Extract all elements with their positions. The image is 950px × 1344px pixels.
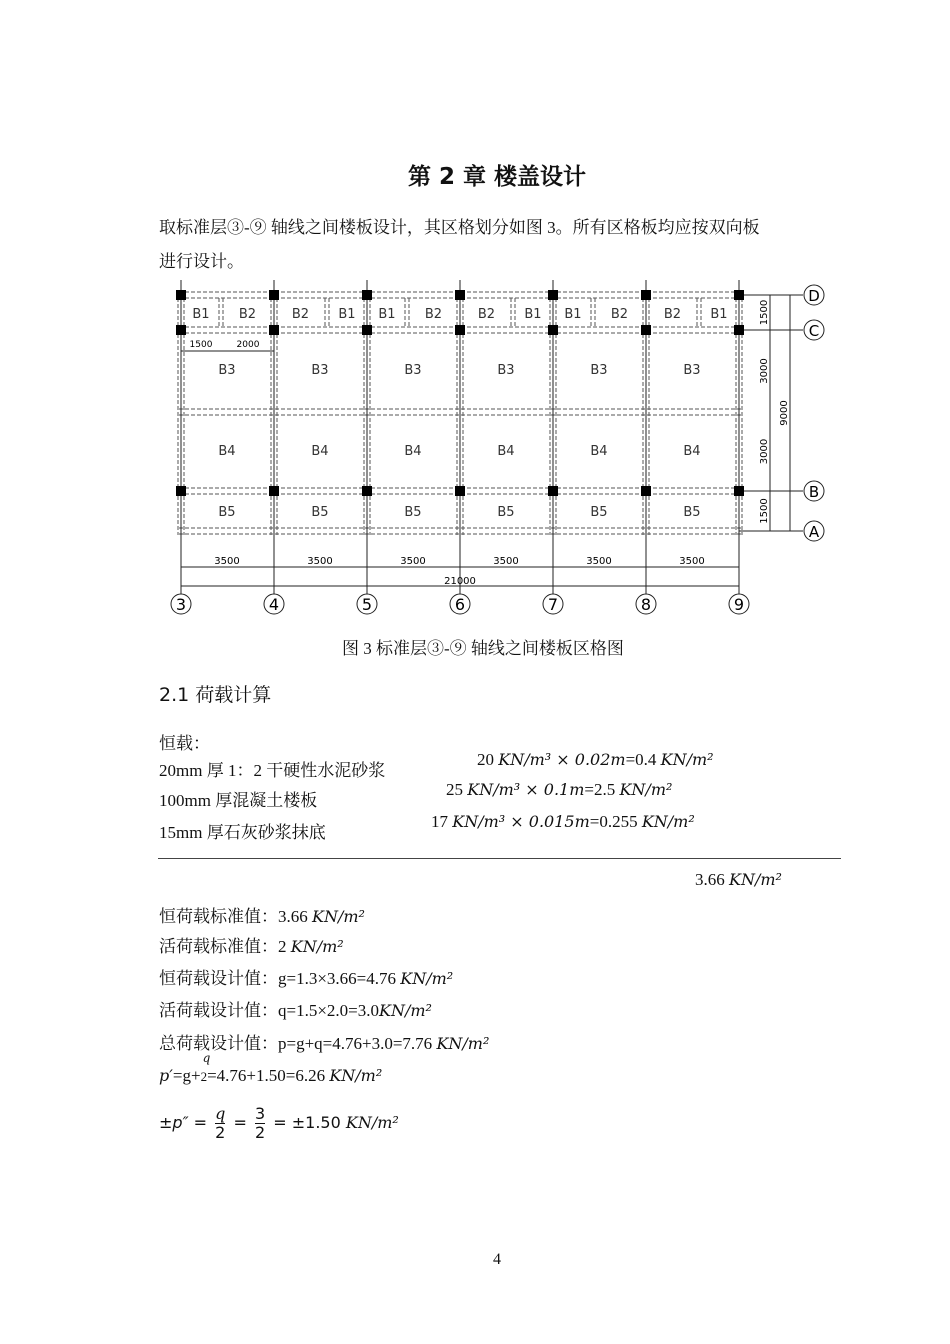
column-square (455, 290, 465, 300)
load-result: =0.255 (589, 812, 642, 831)
slab-label: B5 (683, 505, 701, 520)
axis-label: 9 (733, 595, 745, 614)
column-square (734, 325, 744, 335)
density: 20 (477, 750, 499, 769)
dimension-text: 3500 (400, 556, 426, 567)
slab-label: B4 (218, 444, 236, 459)
sum-value: 3.66 (695, 870, 729, 889)
sum-divider (158, 858, 841, 859)
axis-label: 4 (268, 595, 280, 614)
axis-label: 8 (640, 595, 652, 614)
slab-label: B5 (218, 505, 236, 520)
dead-load-sum (695, 870, 782, 890)
dimension-text: 1500 (189, 340, 213, 350)
column-square (269, 486, 279, 496)
slab-label: B4 (404, 444, 422, 459)
density: 25 (446, 780, 468, 799)
dimension-text: 21000 (444, 576, 476, 587)
load-value-line (159, 902, 365, 927)
load-unit: KN/m² (660, 750, 714, 769)
slab-label: B1 (192, 307, 210, 322)
load-item-name: 20mm 厚 1：2 干硬性水泥砂浆 (159, 761, 386, 780)
slab-label: B2 (291, 307, 310, 322)
axis-label: 3 (175, 595, 187, 614)
dimension-text: 3000 (759, 438, 770, 465)
slab-label: B1 (564, 307, 582, 322)
p-double-prime-result: = ±1.50 (273, 1113, 346, 1132)
dimension-text: 3500 (679, 556, 705, 567)
figure-caption: 图 3 标准层③-⑨ 轴线之间楼板区格图 (342, 639, 624, 658)
frac1-num: q (215, 1104, 226, 1123)
density-unit: KN/m³ × 0.02m (498, 750, 626, 769)
column-square (641, 290, 651, 300)
column-square (641, 325, 651, 335)
axis-label: D (808, 287, 820, 305)
axis-label: C (808, 322, 820, 340)
column-square (362, 325, 372, 335)
density-unit: KN/m³ × 0.015m (452, 812, 590, 831)
p-prime-result: =4.76+1.50=6.26 (207, 1066, 330, 1085)
column-square (548, 325, 558, 335)
slab-label: B1 (338, 307, 356, 322)
slab-label: B1 (710, 307, 728, 322)
load-value-unit: KN/m² (436, 1034, 490, 1053)
load-value-unit: KN/m² (290, 937, 344, 956)
column-square (362, 290, 372, 300)
dimension-text: 3000 (759, 358, 770, 384)
column-square (734, 290, 744, 300)
load-value-text: 活荷载设计值：q=1.5×2.0=3.0 (159, 1001, 380, 1020)
chapter-title: 第 2 章 楼盖设计 (407, 164, 587, 190)
load-value-unit: KN/m² (379, 1001, 432, 1020)
column-square (269, 325, 279, 335)
slab-label: B3 (683, 363, 701, 378)
slab-label: B3 (218, 363, 236, 378)
column-square (176, 290, 186, 300)
slab-label: B4 (590, 444, 608, 459)
slab-label: B3 (590, 363, 608, 378)
sum-unit: KN/m² (729, 870, 782, 889)
p-prime-unit: KN/m² (329, 1066, 383, 1085)
frac2-num: 3 (254, 1104, 266, 1123)
column-square (548, 290, 558, 300)
load-value-text: 恒荷载设计值：g=1.3×3.66=4.76 (159, 969, 401, 988)
slab-label: B2 (610, 307, 629, 322)
slab-label: B5 (590, 505, 608, 520)
load-result: =0.4 (625, 750, 661, 769)
axis-label: 5 (361, 595, 373, 614)
p-double-prime-unit: KN/m² (345, 1113, 399, 1132)
slab-label: B2 (663, 307, 682, 322)
slab-label: B2 (238, 307, 257, 322)
intro-line-2: 进行设计。 (159, 252, 244, 271)
slab-label: B3 (497, 363, 515, 378)
slab-label: B2 (477, 307, 496, 322)
slab-label: B1 (378, 307, 396, 322)
axis-label: 7 (547, 595, 559, 614)
column-square (734, 486, 744, 496)
load-unit: KN/m² (619, 780, 673, 799)
dimension-text: 9000 (779, 400, 790, 426)
load-item-calc (477, 750, 714, 770)
column-square (548, 486, 558, 496)
dimension-text: 1500 (759, 299, 770, 326)
dimension-text: 3500 (214, 556, 240, 567)
column-square (269, 290, 279, 300)
p-prime-formula (159, 1051, 383, 1086)
page-number: 4 (493, 1251, 501, 1268)
dead-load-label: 恒载： (159, 734, 210, 753)
load-item-calc (431, 812, 695, 832)
column-square (455, 486, 465, 496)
column-square (641, 486, 651, 496)
column-square (455, 325, 465, 335)
p-double-prime-formula (159, 1105, 399, 1142)
load-item-calc (446, 780, 672, 800)
dimension-text: 3500 (493, 556, 519, 567)
p-prime-g: =g+ (172, 1066, 201, 1085)
column-square (176, 486, 186, 496)
frac1-den: 2 (215, 1123, 226, 1142)
dimension-text: 2000 (236, 340, 260, 350)
dimension-text: 3500 (307, 556, 333, 567)
p-prime-symbol: p′ (159, 1066, 173, 1085)
density: 17 (431, 812, 453, 831)
intro-line-1: 取标准层③-⑨ 轴线之间楼板设计，其区格划分如图 3。所有区格板均应按双向板 (159, 218, 760, 237)
load-item-name: 15mm 厚石灰砂浆抹底 (159, 823, 326, 842)
slab-label: B5 (497, 505, 515, 520)
column-square (176, 325, 186, 335)
slab-label: B2 (424, 307, 443, 322)
column-square (362, 486, 372, 496)
load-value-line (159, 996, 432, 1021)
axis-label: B (808, 483, 820, 501)
load-value-unit: KN/m² (400, 969, 454, 988)
equals: = (233, 1113, 247, 1132)
slab-label: B5 (404, 505, 422, 520)
floor-slab-grid-figure (0, 0, 950, 630)
p-double-prime-symbol: ±p″ = (159, 1113, 208, 1132)
two-denominator: 2 (200, 1069, 208, 1084)
dimension-text: 1500 (759, 498, 770, 524)
load-value-text: 活荷载标准值：2 (159, 937, 291, 956)
load-value-text: 总荷载设计值：p=g+q=4.76+3.0=7.76 (159, 1034, 437, 1053)
slab-label: B4 (497, 444, 515, 459)
load-unit: KN/m² (641, 812, 695, 831)
slab-label: B5 (311, 505, 329, 520)
load-result: =2.5 (584, 780, 620, 799)
load-value-line (159, 932, 344, 957)
axis-label: 6 (454, 595, 466, 614)
slab-label: B4 (311, 444, 329, 459)
dimension-text: 3500 (586, 556, 612, 567)
q-numerator: q (202, 1051, 211, 1065)
slab-label: B3 (311, 363, 329, 378)
load-value-text: 恒荷载标准值：3.66 (159, 907, 312, 926)
frac2-den: 2 (254, 1123, 266, 1142)
load-item-name: 100mm 厚混凝土楼板 (159, 791, 318, 810)
axis-label: A (808, 523, 820, 541)
slab-label: B4 (683, 444, 701, 459)
section-heading: 2.1 荷载计算 (159, 684, 272, 706)
load-value-line (159, 964, 453, 989)
load-value-unit: KN/m² (312, 907, 365, 926)
slab-label: B3 (404, 363, 422, 378)
slab-label: B1 (524, 307, 542, 322)
density-unit: KN/m³ × 0.1m (467, 780, 585, 799)
